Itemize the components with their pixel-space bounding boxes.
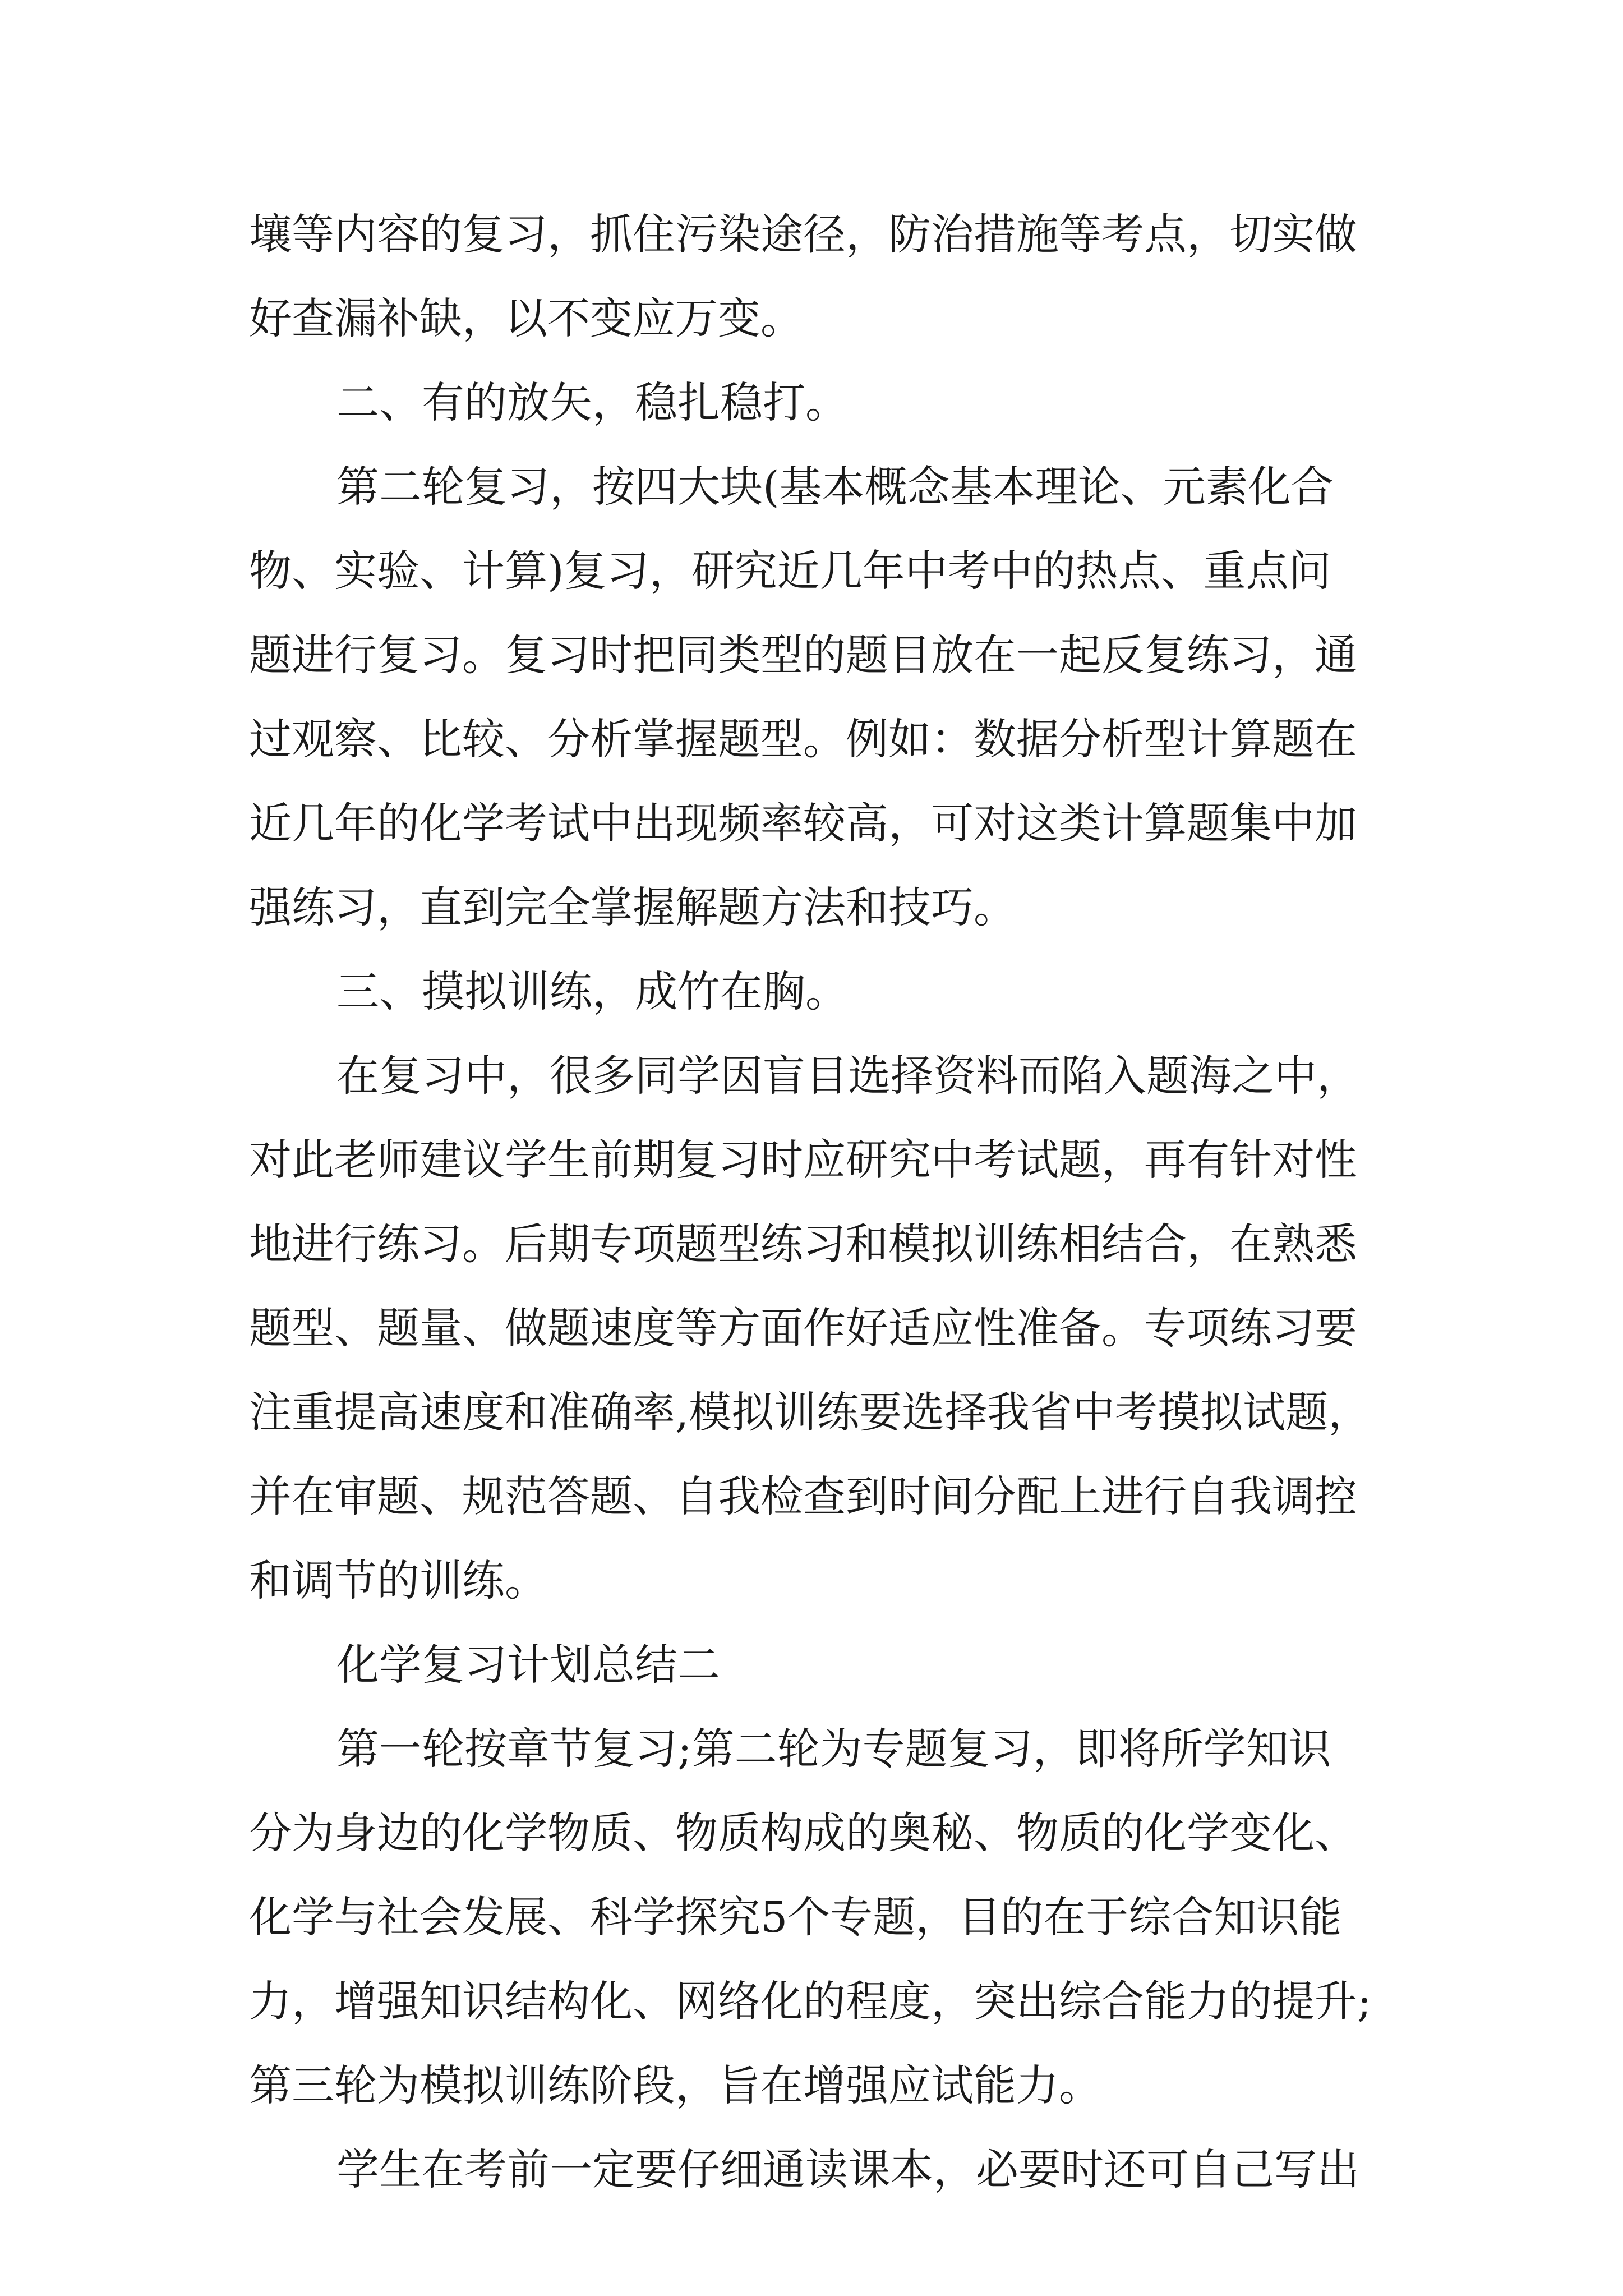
text-line: 题型、题量、做题速度等方面作好适应性准备。专项练习要 [249,1303,1357,1353]
text-line: 化学与社会发展、科学探究5个专题，目的在于综合知识能 [249,1892,1342,1942]
text-line: 地进行练习。后期专项题型练习和模拟训练相结合，在熟悉 [249,1219,1357,1269]
text-line: 题进行复习。复习时把同类型的题目放在一起反复练习，通 [249,630,1357,680]
text-line: 对此老师建议学生前期复习时应研究中考试题，再有针对性 [249,1135,1357,1185]
text-line: 并在审题、规范答题、自我检查到时间分配上进行自我调控 [249,1471,1357,1521]
text-line: 注重提高速度和准确率,模拟训练要选择我省中考摸拟试题， [249,1387,1371,1437]
text-line: 壤等内容的复习，抓住污染途径，防治措施等考点，切实做 [249,209,1357,259]
text-line: 近几年的化学考试中出现频率较高，可对这类计算题集中加 [249,798,1357,848]
text-line: 第三轮为模拟训练阶段，旨在增强应试能力。 [249,2060,1101,2110]
text-line: 在复习中，很多同学因盲目选择资料而陷入题海之中， [336,1051,1359,1101]
text-line: 强练习，直到完全掌握解题方法和技巧。 [249,882,1016,932]
text-line: 过观察、比较、分析掌握题型。例如：数据分析型计算题在 [249,714,1357,764]
section-heading: 二、有的放矢，稳扎稳打。 [336,378,848,427]
text-line: 第一轮按章节复习;第二轮为专题复习，即将所学知识 [336,1724,1331,1774]
section-heading: 三、摸拟训练，成竹在胸。 [336,967,848,1016]
text-line: 好查漏补缺，以不变应万变。 [249,293,803,343]
text-line: 第二轮复习，按四大块(基本概念基本理论、元素化合 [336,462,1334,512]
text-line: 和调节的训练。 [249,1556,547,1605]
text-line: 分为身边的化学物质、物质构成的奥秘、物质的化学变化、 [249,1808,1357,1858]
section-title: 化学复习计划总结二 [336,1640,720,1690]
text-line: 物、实验、计算)复习，研究近几年中考中的热点、重点问 [249,546,1331,596]
text-line: 学生在考前一定要仔细通读课本，必要时还可自己写出 [336,2145,1359,2194]
text-line: 力，增强知识结构化、网络化的程度，突出综合能力的提升; [249,1976,1372,2026]
